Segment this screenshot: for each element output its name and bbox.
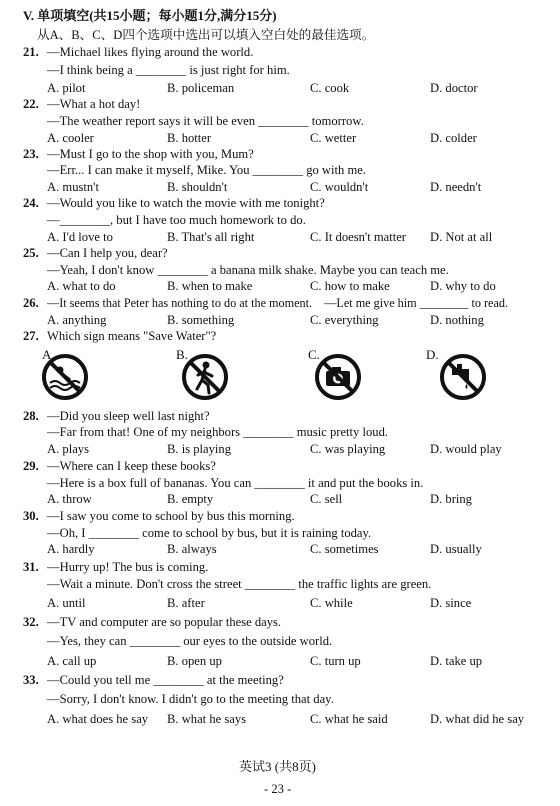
question-line: —Far from that! One of my neighbors ________ music pretty loud. bbox=[47, 425, 389, 439]
option-b: B. hotter bbox=[167, 131, 212, 145]
sign-option-c-label: C. bbox=[308, 347, 320, 362]
option-d: D. needn't bbox=[430, 180, 482, 194]
option-d: D. what did he say bbox=[430, 712, 525, 726]
option-b: B. always bbox=[167, 542, 217, 556]
option-a: A. cooler bbox=[47, 131, 94, 145]
option-b: B. open up bbox=[167, 654, 222, 668]
option-b: B. after bbox=[167, 596, 205, 610]
question-number: 31. bbox=[23, 560, 39, 574]
option-a: A. until bbox=[47, 596, 86, 610]
option-d: D. Not at all bbox=[430, 230, 493, 244]
option-b: B. That's all right bbox=[167, 230, 255, 244]
option-c: C. what he said bbox=[310, 712, 388, 726]
question-line: —Could you tell me ________ at the meeting? bbox=[47, 673, 284, 687]
question-number: 29. bbox=[23, 459, 39, 473]
sign-option-b-label: B. bbox=[176, 347, 188, 362]
question-number: 25. bbox=[23, 246, 39, 260]
question-number: 23. bbox=[23, 147, 39, 161]
option-b: B. policeman bbox=[167, 81, 235, 95]
option-a: A. anything bbox=[47, 313, 107, 327]
option-a: A. hardly bbox=[47, 542, 95, 556]
question-line: —I saw you come to school by bus this morning. bbox=[47, 509, 295, 523]
option-d: D. nothing bbox=[430, 313, 484, 327]
section-title: V. 单项填空(共15小题；每小题1分,满分15分) bbox=[23, 8, 277, 23]
option-c: C. was playing bbox=[310, 442, 386, 456]
option-b: B. what he says bbox=[167, 712, 247, 726]
section-instruction: 从A、B、C、D四个选项中选出可以填入空白处的最佳选项。 bbox=[37, 28, 375, 42]
question-number: 26. bbox=[23, 296, 39, 310]
question-line: —Oh, I ________ come to school by bus, but it is raining today. bbox=[47, 526, 372, 540]
option-a: A. I'd love to bbox=[47, 230, 113, 244]
question-number: 27. bbox=[23, 329, 39, 343]
no-photography-sign-icon bbox=[313, 352, 363, 402]
question-number: 21. bbox=[23, 45, 39, 59]
question-line: —Yes, they can ________ our eyes to the outside world. bbox=[47, 634, 333, 648]
question-number: 24. bbox=[23, 196, 39, 210]
question-line: —What a hot day! bbox=[47, 97, 141, 111]
question-line: —Here is a box full of bananas. You can ________ it and put the books in. bbox=[47, 476, 424, 490]
question-line: Which sign means "Save Water"? bbox=[47, 329, 217, 343]
option-c: C. everything bbox=[310, 313, 379, 327]
option-a: A. mustn't bbox=[47, 180, 99, 194]
option-d: D. bring bbox=[430, 492, 472, 506]
question-line: —Would you like to watch the movie with me tonight? bbox=[47, 196, 325, 210]
option-a: A. throw bbox=[47, 492, 92, 506]
option-c: C. wetter bbox=[310, 131, 357, 145]
option-c: C. cook bbox=[310, 81, 350, 95]
question-line: —Can I help you, dear? bbox=[47, 246, 168, 260]
option-b: B. shouldn't bbox=[167, 180, 228, 194]
question-line: —The weather report says it will be even ________ tomorrow. bbox=[47, 114, 364, 128]
no-pedestrians-sign-icon bbox=[180, 352, 230, 402]
sign-option-a-label: A. bbox=[42, 347, 55, 362]
option-b: B. is playing bbox=[167, 442, 232, 456]
option-c: C. wouldn't bbox=[310, 180, 369, 194]
page-number: - 23 - bbox=[264, 782, 292, 796]
option-d: D. take up bbox=[430, 654, 483, 668]
question-line: —Wait a minute. Don't cross the street ________ the traffic lights are green. bbox=[47, 577, 432, 591]
option-a: A. what does he say bbox=[47, 712, 149, 726]
question-line: —Sorry, I don't know. I didn't go to the meeting that day. bbox=[47, 692, 334, 706]
option-c: C. while bbox=[310, 596, 353, 610]
option-a: A. call up bbox=[47, 654, 97, 668]
question-number: 33. bbox=[23, 673, 39, 687]
question-line: —TV and computer are so popular these days. bbox=[47, 615, 282, 629]
question-number: 22. bbox=[23, 97, 39, 111]
question-line: —Michael likes flying around the world. bbox=[47, 45, 254, 59]
option-d: D. why to do bbox=[430, 279, 496, 293]
option-b: B. something bbox=[167, 313, 235, 327]
option-a: A. plays bbox=[47, 442, 89, 456]
option-d: D. would play bbox=[430, 442, 502, 456]
option-b: B. when to make bbox=[167, 279, 253, 293]
option-d: D. usually bbox=[430, 542, 482, 556]
option-c: C. turn up bbox=[310, 654, 361, 668]
option-d: D. doctor bbox=[430, 81, 478, 95]
option-d: D. since bbox=[430, 596, 472, 610]
option-a: A. what to do bbox=[47, 279, 116, 293]
question-line: —Must I go to the shop with you, Mum? bbox=[47, 147, 254, 161]
option-c: C. how to make bbox=[310, 279, 390, 293]
option-b: B. empty bbox=[167, 492, 214, 506]
option-c: C. sell bbox=[310, 492, 343, 506]
question-line: —________, but I have too much homework to do. bbox=[47, 213, 306, 227]
question-line: —I think being a ________ is just right for him. bbox=[47, 63, 290, 77]
question-line: —Hurry up! The bus is coming. bbox=[47, 560, 209, 574]
option-d: D. colder bbox=[430, 131, 477, 145]
option-c: C. sometimes bbox=[310, 542, 379, 556]
question-line: —Err... I can make it myself, Mike. You ________ go with me. bbox=[47, 163, 367, 177]
question-number: 28. bbox=[23, 409, 39, 423]
question-line: —Where can I keep these books? bbox=[47, 459, 216, 473]
sign-option-d-label: D. bbox=[426, 347, 439, 362]
save-water-tap-sign-icon bbox=[438, 352, 488, 402]
question-number: 30. bbox=[23, 509, 39, 523]
question-line: —It seems that Peter has nothing to do at the moment. —Let me give him ________ to read. bbox=[47, 296, 509, 310]
footer-title: 英试3 (共8页) bbox=[239, 759, 316, 774]
option-c: C. It doesn't matter bbox=[310, 230, 407, 244]
option-a: A. pilot bbox=[47, 81, 86, 95]
question-line: —Yeah, I don't know ________ a banana milk shake. Maybe you can teach me. bbox=[47, 263, 449, 277]
no-swimming-sign-icon bbox=[40, 352, 90, 402]
question-number: 32. bbox=[23, 615, 39, 629]
question-line: —Did you sleep well last night? bbox=[47, 409, 210, 423]
